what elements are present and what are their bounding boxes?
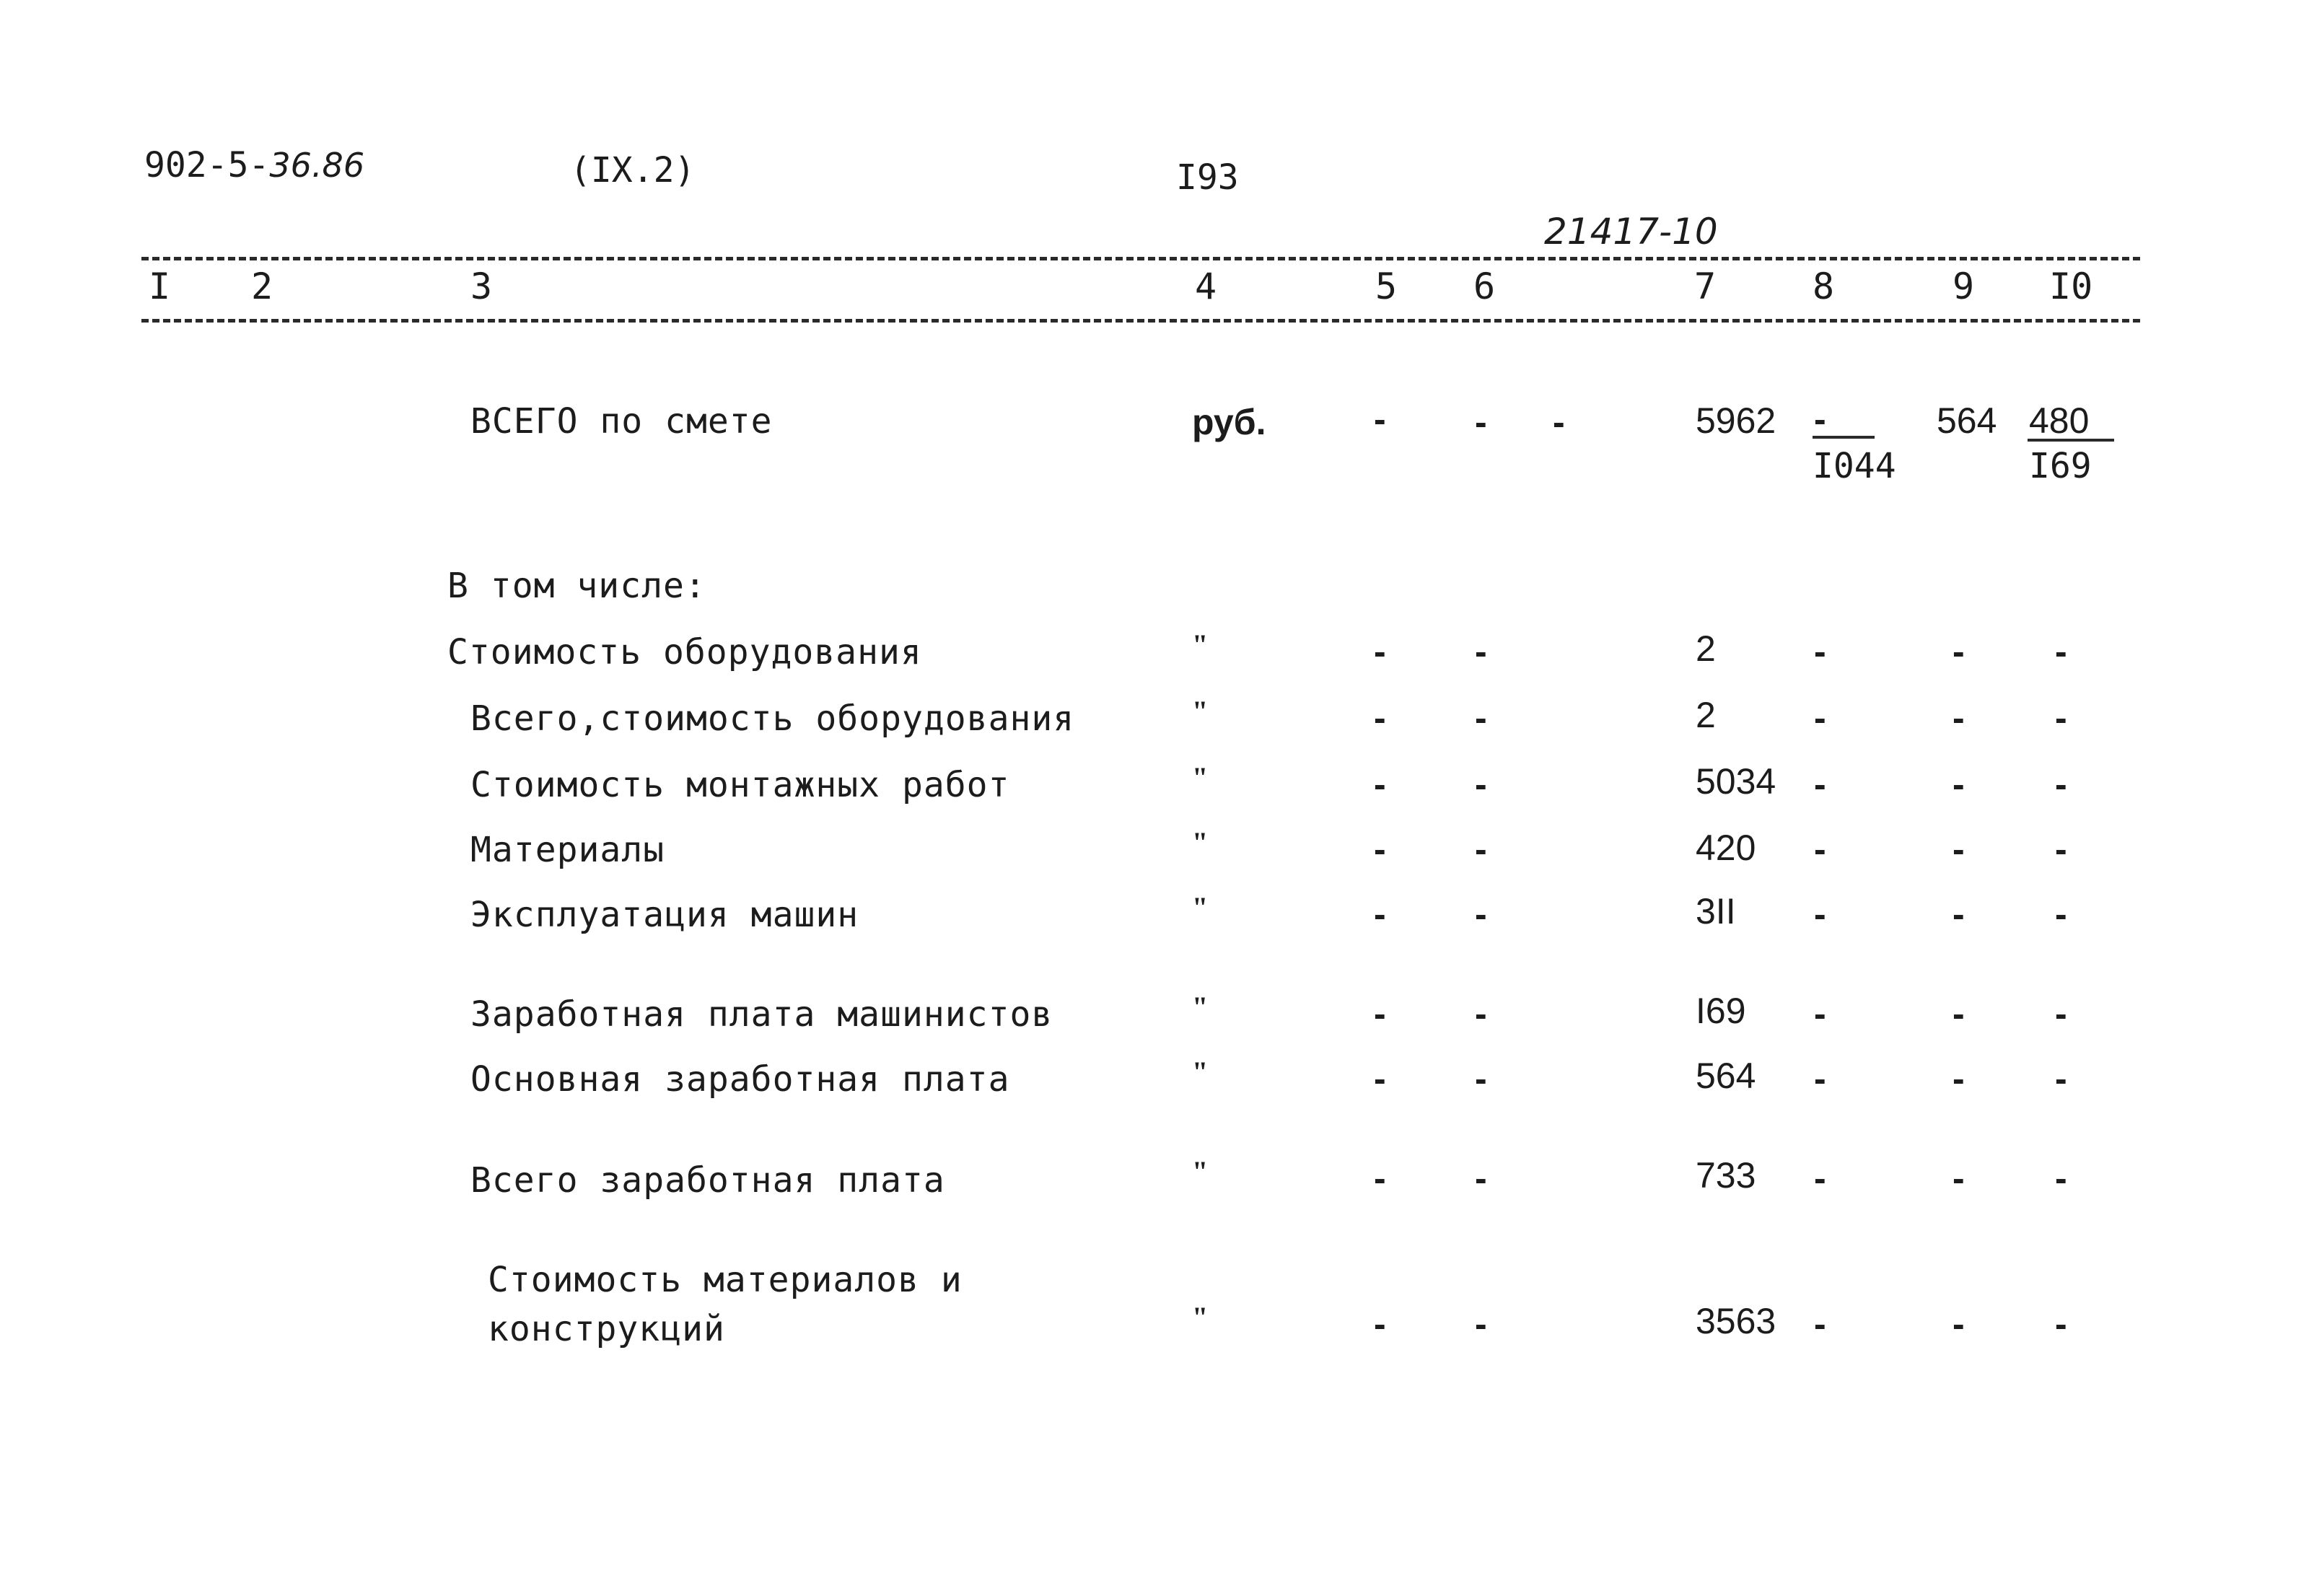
row-col5: - <box>1374 1304 1386 1344</box>
total-col5: - <box>1374 399 1386 439</box>
row-label: Основная заработная плата <box>470 1059 1010 1100</box>
row-col5: - <box>1374 764 1386 804</box>
column-number: 2 <box>251 266 273 307</box>
total-col7: 5962 <box>1696 400 1776 441</box>
row-ditto-mark: " <box>1192 695 1209 727</box>
row-col8: - <box>1814 1058 1826 1099</box>
row-col10: - <box>2055 1158 2067 1198</box>
row-col5: - <box>1374 894 1386 934</box>
row-label-line1: Стоимость материалов и <box>488 1260 963 1300</box>
row-col5: - <box>1374 1058 1386 1099</box>
row-col5: - <box>1374 829 1386 869</box>
row-col7: 5034 <box>1696 761 1776 802</box>
row-col7: 3II <box>1696 891 1736 931</box>
row-col6: - <box>1475 894 1487 934</box>
total-col6: - <box>1475 402 1487 442</box>
column-number: I0 <box>2049 266 2093 307</box>
section-code: (IX.2) <box>570 150 696 190</box>
column-number: 5 <box>1375 266 1398 307</box>
row-col10: - <box>2055 764 2067 804</box>
total-col9: 564 <box>1937 400 1997 441</box>
row-label: Всего заработная плата <box>470 1160 945 1201</box>
row-col7: I69 <box>1696 991 1746 1031</box>
total-col8-fraction-line <box>1813 436 1875 439</box>
row-label: Стоимость монтажных работ <box>470 765 1010 805</box>
row-col8: - <box>1814 894 1826 934</box>
row-label: Стоимость оборудования <box>447 632 922 672</box>
row-col9: - <box>1953 631 1965 672</box>
column-number: 3 <box>470 266 493 307</box>
header-bottom-rule <box>141 319 2140 323</box>
total-col10-numerator: 480 <box>2029 400 2090 441</box>
row-col8: - <box>1814 698 1826 738</box>
column-number: 7 <box>1694 266 1717 307</box>
row-label: Заработная плата машинистов <box>470 994 1053 1035</box>
row-col7: 2 <box>1696 695 1716 735</box>
row-ditto-mark: " <box>1192 1301 1209 1333</box>
row-col7: 733 <box>1696 1155 1756 1196</box>
row-col8: - <box>1814 631 1826 672</box>
row-label: Эксплуатация машин <box>470 895 859 935</box>
row-ditto-mark: " <box>1192 1155 1209 1188</box>
row-col9: - <box>1953 1304 1965 1344</box>
total-col8-numerator: - <box>1814 399 1826 439</box>
document-code-printed: 902-5- <box>144 145 270 185</box>
row-col6: - <box>1475 829 1487 869</box>
total-unit: руб. <box>1192 402 1266 442</box>
row-ditto-mark: " <box>1192 826 1209 859</box>
including-label: В том числе: <box>447 566 706 606</box>
row-ditto-mark: " <box>1192 628 1209 661</box>
document-code <box>144 145 365 185</box>
row-col6: - <box>1475 1158 1487 1198</box>
row-col6: - <box>1475 994 1487 1034</box>
row-col5: - <box>1374 994 1386 1034</box>
row-col8: - <box>1814 829 1826 869</box>
row-col8: - <box>1814 1158 1826 1198</box>
row-col6: - <box>1475 698 1487 738</box>
row-col9: - <box>1953 994 1965 1034</box>
row-col7: 2 <box>1696 628 1716 669</box>
row-col7: 420 <box>1696 828 1756 868</box>
column-number: 6 <box>1473 266 1496 307</box>
row-label-line2: конструкций <box>488 1309 725 1349</box>
row-ditto-mark: " <box>1192 1056 1209 1088</box>
row-col10: - <box>2055 829 2067 869</box>
row-col6: - <box>1475 764 1487 804</box>
row-col5: - <box>1374 631 1386 672</box>
row-col8: - <box>1814 1304 1826 1344</box>
row-col6: - <box>1475 631 1487 672</box>
row-col10: - <box>2055 631 2067 672</box>
row-col9: - <box>1953 764 1965 804</box>
row-col10: - <box>2055 994 2067 1034</box>
page-number: I93 <box>1176 157 1239 198</box>
row-col10: - <box>2055 1058 2067 1099</box>
row-col10: - <box>2055 894 2067 934</box>
document-code-handwritten: 36.86 <box>269 146 365 185</box>
total-col10-denominator: I69 <box>2029 446 2092 486</box>
row-col5: - <box>1374 1158 1386 1198</box>
total-col8-denominator: I044 <box>1813 446 1896 486</box>
row-col9: - <box>1953 1158 1965 1198</box>
row-col8: - <box>1814 764 1826 804</box>
row-ditto-mark: " <box>1192 991 1209 1023</box>
row-col10: - <box>2055 1304 2067 1344</box>
row-col9: - <box>1953 1058 1965 1099</box>
total-col6b: - <box>1553 402 1565 442</box>
total-col10-fraction-line <box>2028 439 2114 442</box>
row-ditto-mark: " <box>1192 891 1209 924</box>
column-number: I <box>149 266 171 307</box>
row-col10: - <box>2055 698 2067 738</box>
header-top-rule <box>141 257 2140 260</box>
row-label: Материалы <box>470 830 665 870</box>
handwritten-stamp: 21417-10 <box>1544 211 1718 253</box>
row-col9: - <box>1953 698 1965 738</box>
column-number: 9 <box>1953 266 1975 307</box>
row-col8: - <box>1814 994 1826 1034</box>
row-label: Всего,стоимость оборудования <box>470 698 1075 739</box>
row-col6: - <box>1475 1058 1487 1099</box>
row-col5: - <box>1374 698 1386 738</box>
total-label: ВСЕГО по смете <box>470 401 773 442</box>
row-col7: 3563 <box>1696 1301 1776 1341</box>
row-col6: - <box>1475 1304 1487 1344</box>
column-number: 4 <box>1195 266 1217 307</box>
row-col9: - <box>1953 894 1965 934</box>
row-col7: 564 <box>1696 1056 1756 1096</box>
column-number: 8 <box>1813 266 1835 307</box>
row-col9: - <box>1953 829 1965 869</box>
row-ditto-mark: " <box>1192 761 1209 794</box>
